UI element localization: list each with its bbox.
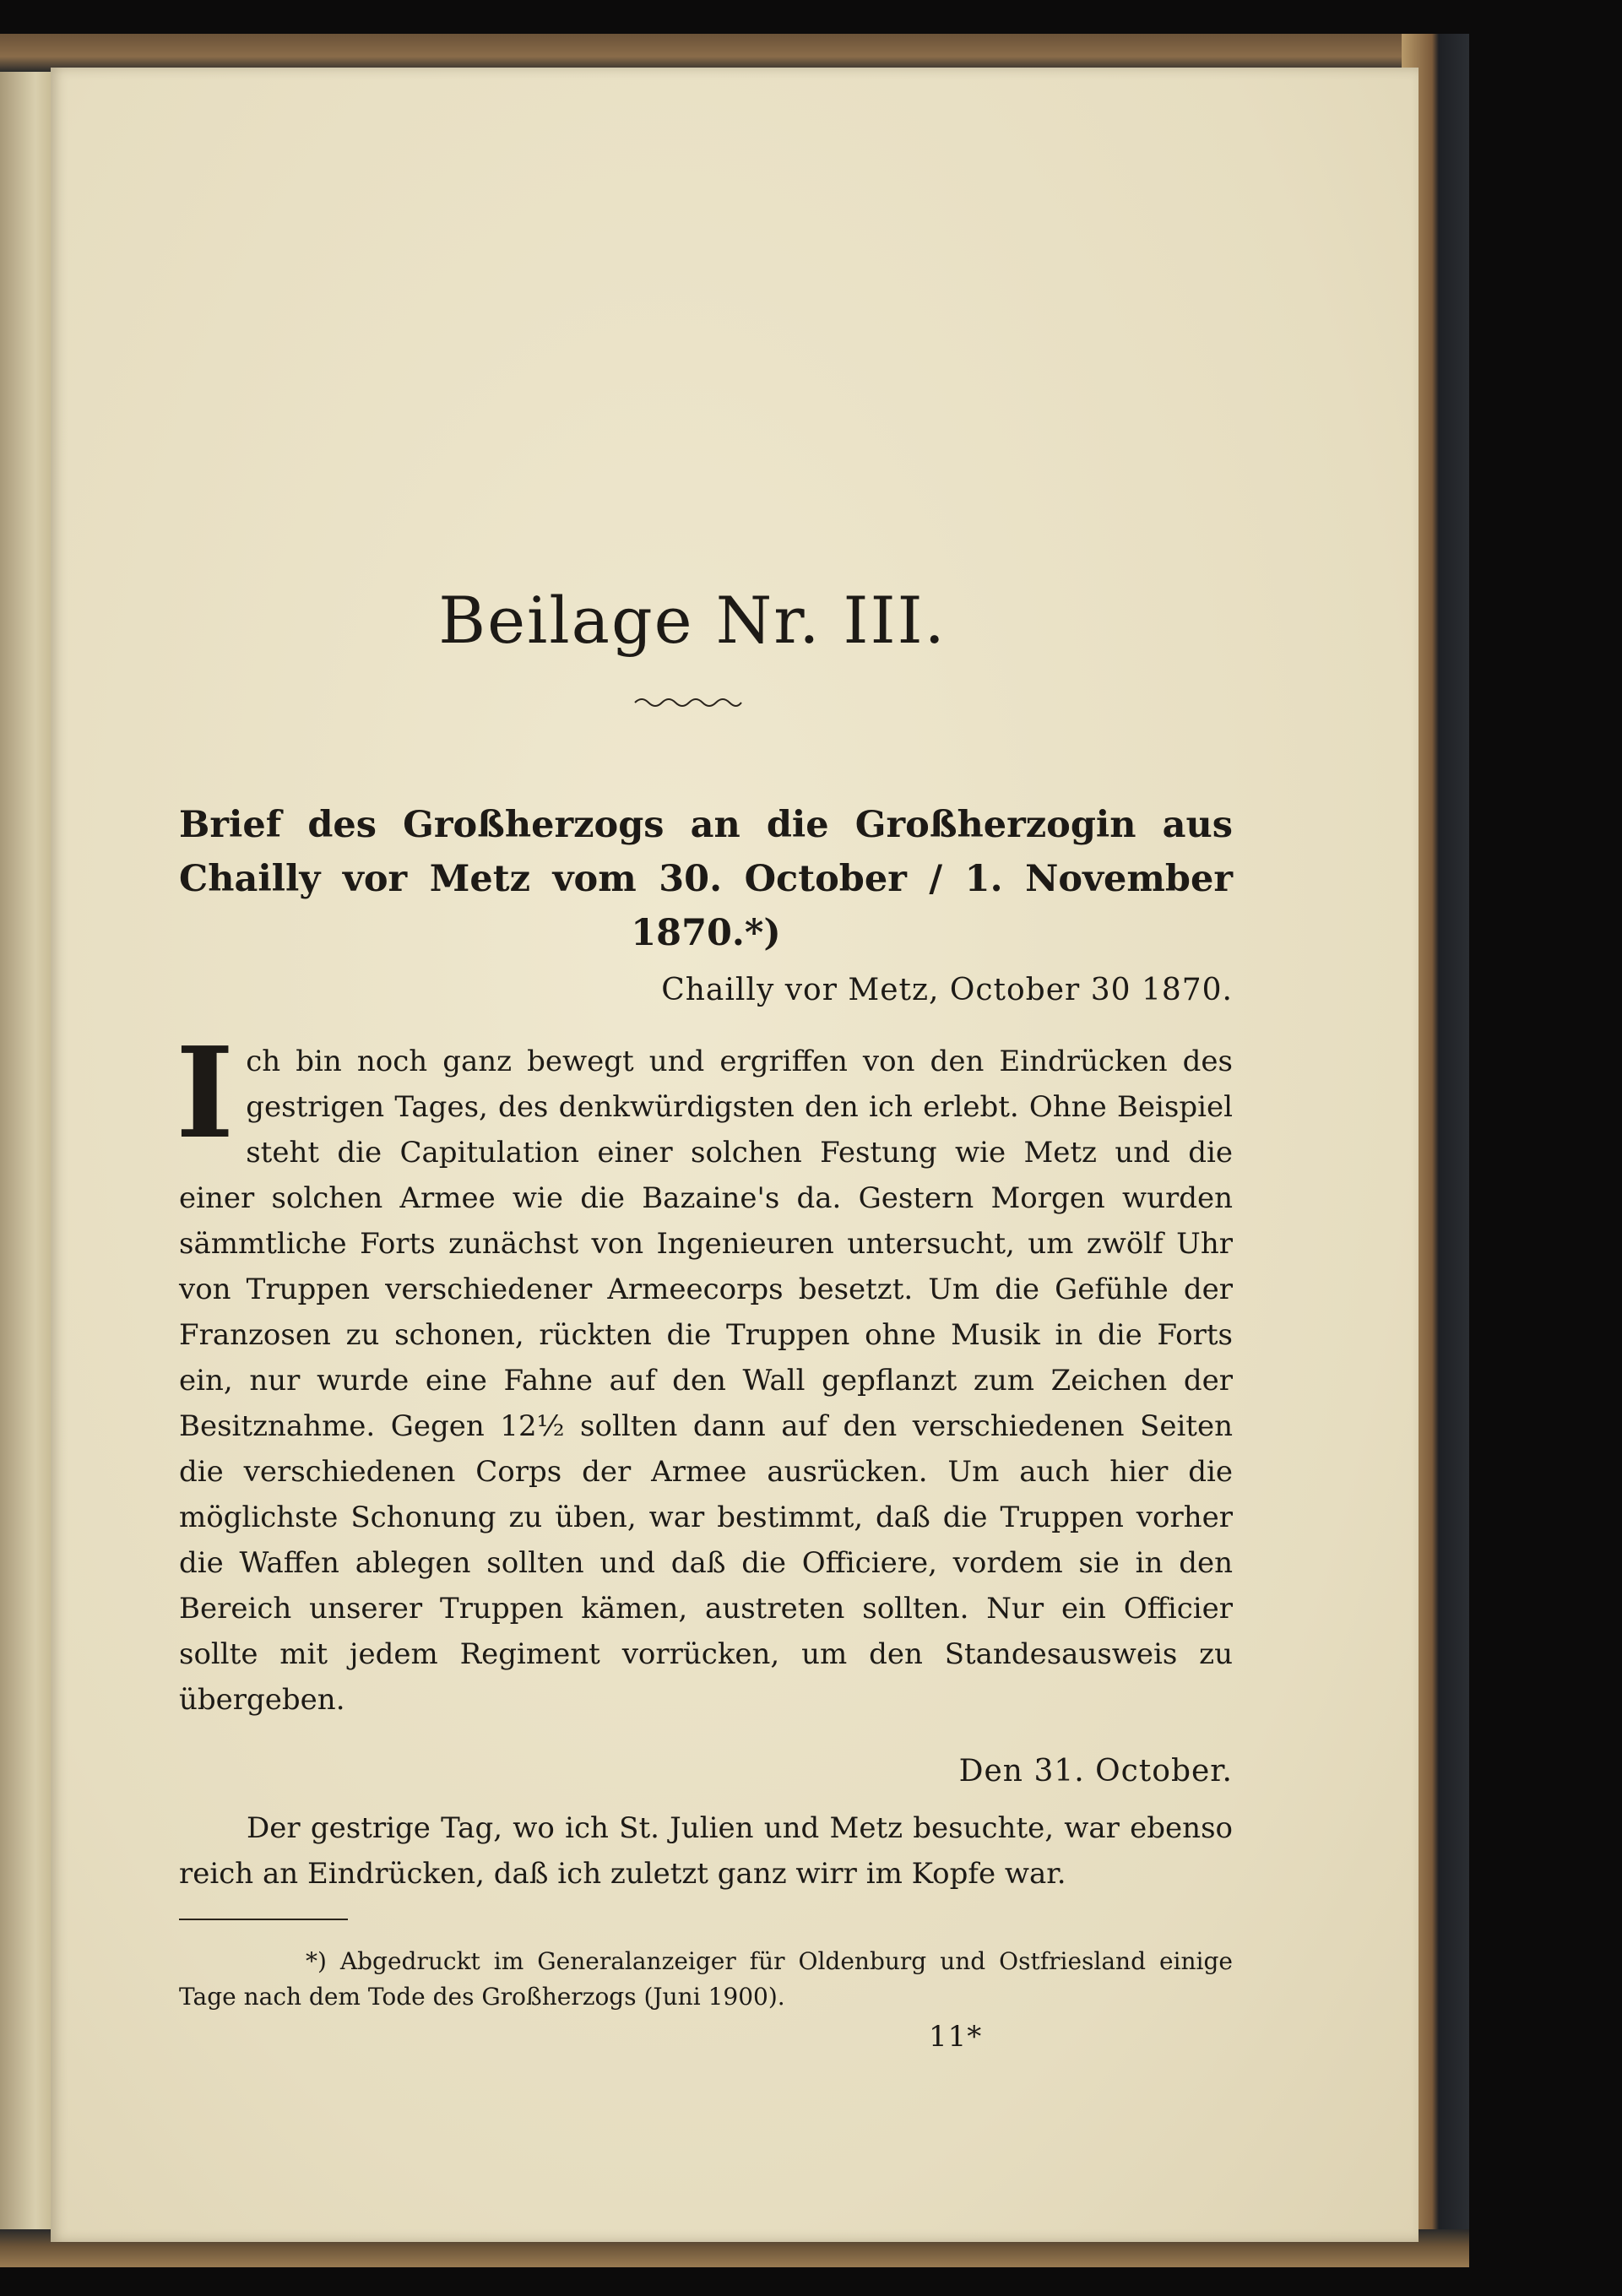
left-page-edge <box>0 51 51 2246</box>
signature-mark: 11* <box>929 2020 983 2054</box>
place-date-line: Chailly vor Metz, October 30 1870. <box>661 973 1233 1007</box>
binding-top <box>0 34 1461 72</box>
footnote: *) Abgedruckt im Generalanzeiger für Oldenburg und Ostfriesland einige Tage nach dem Tode des Großherzogs (Juni 1900). <box>179 1947 1233 2011</box>
letter-subtitle: Brief des Großherzogs an die Großherzogin aus Chailly vor Metz vom 30. October / 1. November 1870.*) <box>179 804 1233 954</box>
letter-paragraph: ch bin noch ganz bewegt und ergriffen von den Eindrücken des gestrigen Tages, des denkwürdigsten den ich erlebt. Ohne Beispiel steht die Capitulation einer solchen Festung wie Metz und die einer solchen Armee wie die Bazaine's da. Gestern Morgen wurden sämmtliche Forts zunächst von Ingenieuren untersucht, um zwölf Uhr von Truppen verschiedener Armeecorps besetzt. Um die Gefühle der Franzosen zu schonen, rückten die Truppen ohne Musik in die Forts ein, nur wurde eine Fahne auf den Wall gepflanzt zum Zeichen der Besitznahme. Gegen 12½ sollten dann auf den verschiedenen Seiten die verschiedenen Corps der Armee ausrücken. Um auch hier die möglichste Schonung zu üben, war bestimmt, daß die Truppen vorher die Waffen ablegen sollten und daß die Officiere, vordem sie in den Bereich unserer Truppen kämen, austreten sollten. Nur ein Officier sollte mit jedem Regiment vorrücken, um den Standesausweis zu übergeben. <box>179 1045 1233 1717</box>
book-page <box>51 68 1419 2242</box>
ornament-divider <box>633 692 743 709</box>
second-paragraph: Der gestrige Tag, wo ich St. Julien und Metz besuchte, war ebenso reich an Eindrücken, daß ich zuletzt ganz wirr im Kopfe war. <box>179 1811 1233 1891</box>
drop-cap: I <box>176 1019 235 1166</box>
letter-body <box>176 1019 1233 1723</box>
second-date-line: Den 31. October. <box>958 1754 1233 1788</box>
page-heading: Beilage Nr. III. <box>438 583 947 658</box>
footnote-rule <box>179 1919 348 1920</box>
